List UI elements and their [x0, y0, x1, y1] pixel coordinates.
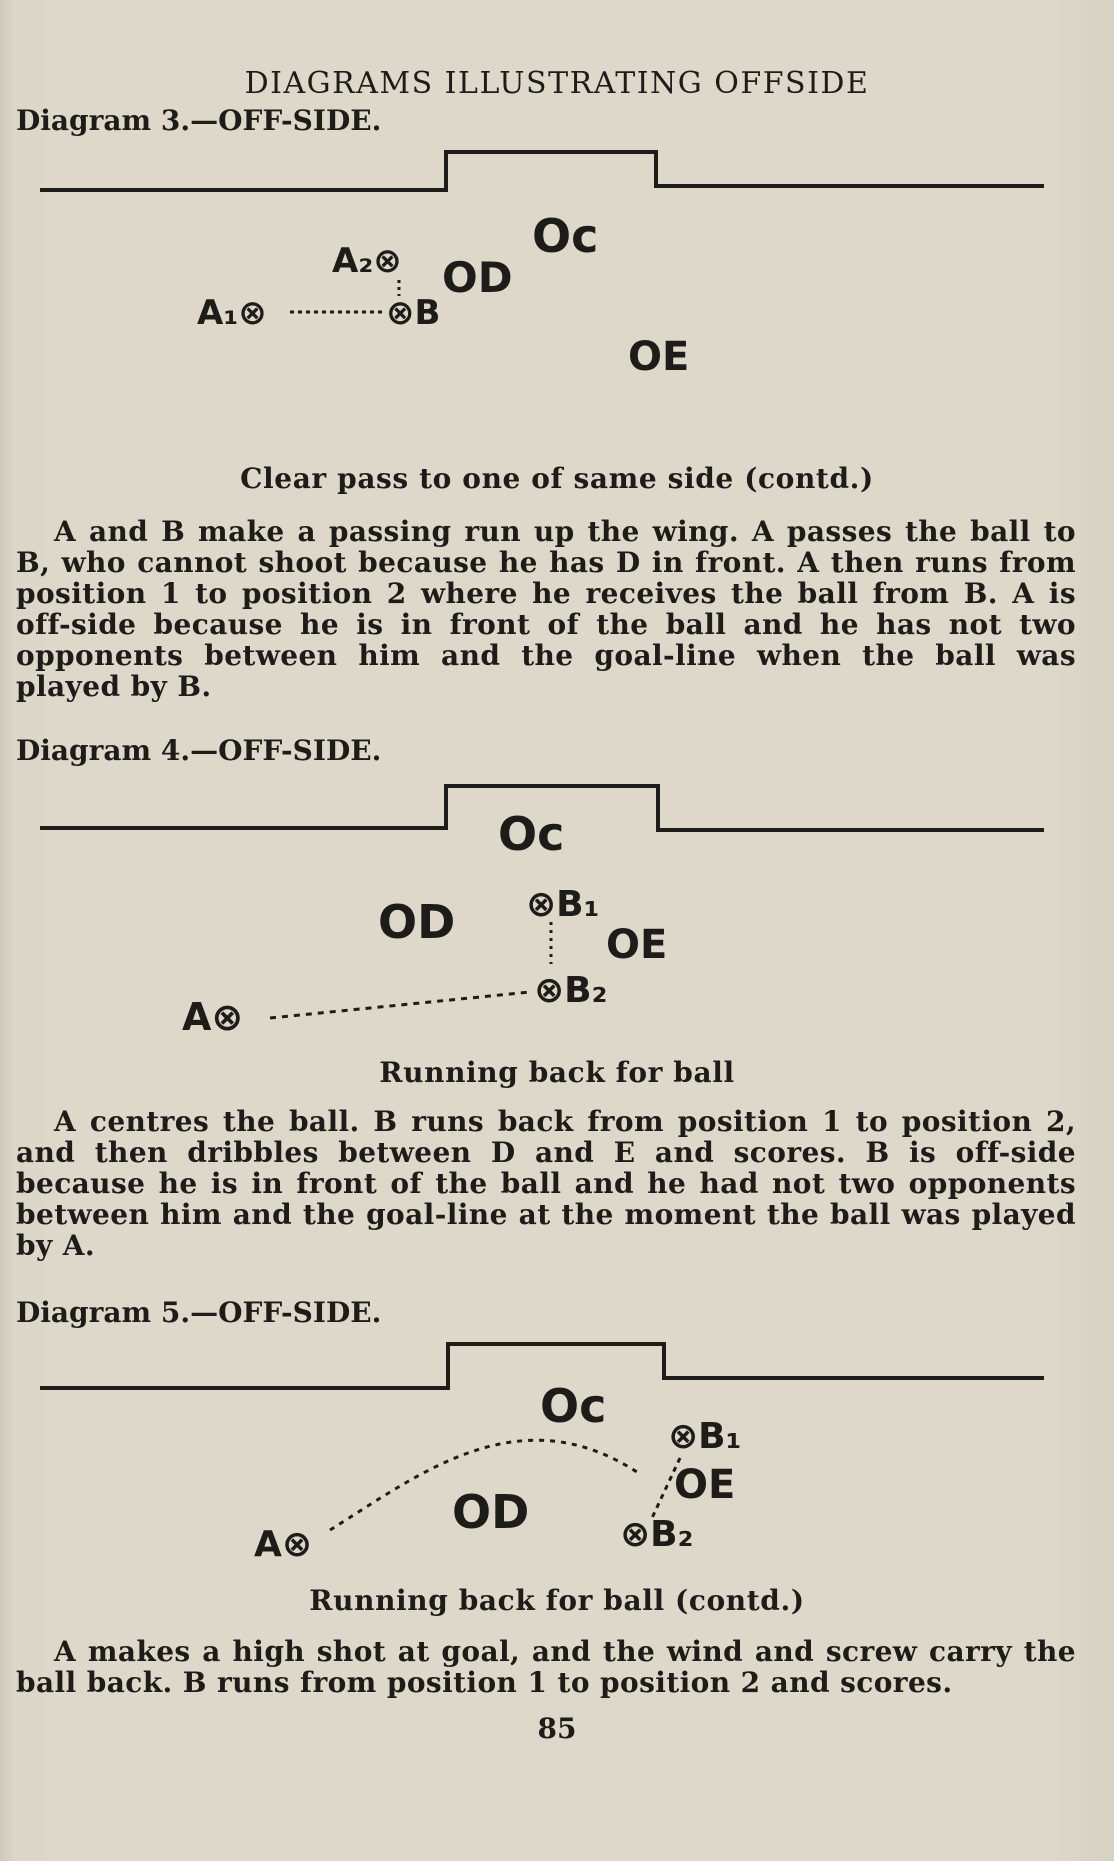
diagram-5-caption: Running back for ball (contd.): [309, 1584, 805, 1617]
svg-text:OE: OE: [606, 922, 668, 968]
svg-text:⊗B: ⊗B: [386, 293, 441, 333]
player-c: [532, 209, 598, 263]
player-a: [254, 1524, 312, 1565]
svg-text:⊗B₂: ⊗B₂: [620, 1514, 694, 1555]
diagram-5-text: [16, 1636, 1076, 1698]
player-d: [452, 1485, 529, 1539]
svg-text:Oc: Oc: [540, 1379, 607, 1433]
player-a: [182, 995, 243, 1039]
svg-text:A⊗: A⊗: [254, 1524, 313, 1565]
player-b2: [620, 1514, 693, 1555]
diagram-4-figure: [0, 770, 1114, 1050]
player-c: [498, 807, 564, 861]
diagram-5-svg: [0, 1334, 1114, 1574]
diagram-4-text: [16, 1106, 1076, 1261]
diagram-3-svg: [0, 140, 1114, 380]
player-e: [674, 1462, 735, 1508]
svg-text:Oc: Oc: [498, 807, 565, 861]
diagram-4-svg: [0, 770, 1114, 1050]
diagram-5-paragraph: A makes a high shot at goal, and the wind and screw carry the ball back. B runs from position 1 to position 2 and scores.: [16, 1635, 1076, 1699]
diagram-3-text: [16, 516, 1076, 702]
page-number: 85: [537, 1712, 577, 1745]
running-head: DIAGRAMS ILLUSTRATING OFFSIDE: [244, 66, 870, 101]
svg-text:A₂⊗: A₂⊗: [332, 241, 402, 281]
centre-path: [270, 992, 530, 1018]
diagram-4-title: Diagram 4.—OFF-SIDE.: [16, 734, 382, 767]
svg-text:Oc: Oc: [532, 209, 599, 263]
player-a1: [197, 293, 267, 333]
svg-text:⊗B₁: ⊗B₁: [526, 884, 600, 925]
diagram-3-title: Diagram 3.—OFF-SIDE.: [16, 104, 382, 137]
diagram-3-caption: Clear pass to one of same side (contd.): [240, 462, 874, 495]
svg-text:⊗B₁: ⊗B₁: [668, 1416, 742, 1457]
player-e: [606, 922, 667, 968]
svg-text:OD: OD: [442, 253, 513, 302]
diagram-3-paragraph: A and B make a passing run up the wing. A passes the ball to B, who cannot shoot because he has D in front. A then runs from position 1 to position 2 where he receives the ball from B. A is off-side because he is in front of the ball and he has not two opponents between him and the goal-line when the ball was played by B.: [16, 515, 1076, 703]
player-b1: [526, 884, 599, 925]
diagram-4-caption: Running back for ball: [379, 1056, 735, 1089]
player-b1: [668, 1416, 741, 1457]
diagram-3-figure: [0, 140, 1114, 380]
diagram-4-paragraph: A centres the ball. B runs back from position 1 to position 2, and then dribbles between D and E and scores. B is off-side because he is in front of the ball and he had not two opponents between him and the goal-line at the moment the ball was played by A.: [16, 1105, 1076, 1262]
svg-text:OD: OD: [378, 895, 456, 949]
diagram-5-figure: [0, 1334, 1114, 1574]
player-d: [378, 895, 455, 949]
player-d: [442, 253, 513, 302]
player-b: [386, 293, 440, 333]
svg-text:OD: OD: [452, 1485, 530, 1539]
player-b2: [534, 970, 607, 1011]
player-c: [540, 1379, 606, 1433]
svg-text:OE: OE: [628, 334, 690, 380]
goal-line: [40, 152, 1044, 190]
svg-text:A₁⊗: A₁⊗: [197, 293, 267, 333]
svg-text:⊗B₂: ⊗B₂: [534, 970, 608, 1011]
diagram-5-title: Diagram 5.—OFF-SIDE.: [16, 1296, 382, 1329]
svg-text:OE: OE: [674, 1462, 736, 1508]
player-e: [628, 334, 689, 380]
svg-text:A⊗: A⊗: [182, 995, 244, 1039]
player-a2: [332, 241, 402, 281]
